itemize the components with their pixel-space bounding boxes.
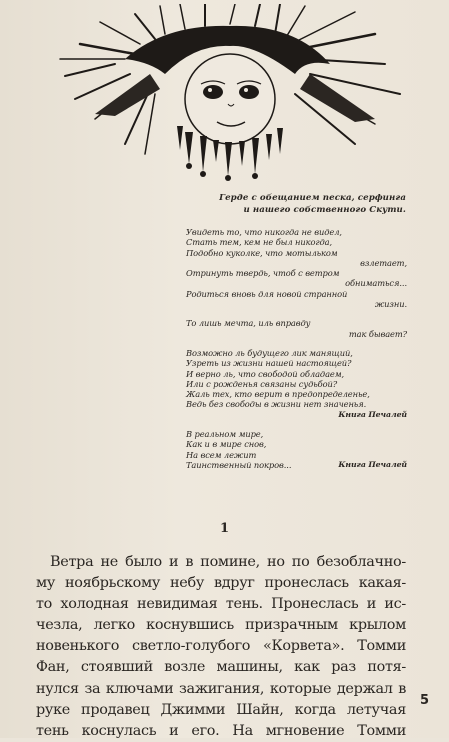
poem-line: Узреть из жизни нашей настоящей?: [186, 358, 352, 369]
poem-line: обниматься...: [345, 278, 407, 289]
page-number: 5: [420, 693, 430, 708]
body-line: нулся за ключами зажигания, которые держал в: [36, 680, 406, 697]
doll-face-illustration: [55, 4, 405, 184]
body-line: Фан, стоявший возле машины, как раз потя-: [36, 659, 406, 676]
body-line: му ноябрьскому небу вдруг пронеслась какая-: [36, 575, 406, 592]
poem-line: Подобно куколке, что мотыльком: [186, 247, 338, 258]
poem-line: так бывает?: [348, 328, 407, 339]
poem-line: Жаль тех, кто верит в предопределенье,: [186, 389, 370, 400]
poem-line: На всем лежит: [186, 449, 257, 460]
poem-line: Ведь без свободы в жизни нет значенья.: [186, 399, 367, 410]
body-paragraph: [36, 552, 406, 742]
poem-line: И верно ль, что свободой обладаем,: [186, 368, 345, 379]
poem-line: Отринуть твердь, чтоб с ветром: [186, 268, 340, 279]
body-line: руке продавец Джимми Шайн, когда летучая: [36, 701, 406, 718]
dedication-line: и нашего собственного Скути.: [243, 205, 406, 215]
body-line: новенького светло-голубого «Корвета». Томми: [36, 638, 406, 655]
chapter-number: 1: [219, 521, 230, 536]
body-line: чезла, легко коснувшись призрачным крылом: [36, 617, 406, 634]
epigraph-poem: [186, 227, 407, 471]
poem-line: Увидеть то, что никогда не видел,: [186, 227, 342, 237]
body-line: Ветра не было и в помине, но по безоблачно-: [50, 554, 406, 570]
poem-line: То лишь мечта, иль вправду: [186, 318, 311, 329]
poem-line: жизни.: [374, 299, 407, 310]
poem-source: Книга Печалей: [338, 409, 407, 419]
poem-source: Книга Печалей: [338, 460, 407, 470]
poem-line: Таинственный покров...: [186, 459, 292, 470]
body-line: тень коснулась и его. На мгновение Томми: [36, 722, 406, 739]
poem-line: взлетает,: [360, 257, 407, 268]
poem-line: Родиться вновь для новой странной: [186, 288, 348, 299]
body-line: то холодная невидимая тень. Пронеслась и ис-: [36, 596, 406, 613]
poem-line: Или с рожденья связаны судьбой?: [186, 378, 338, 389]
poem-line: В реальном мире,: [186, 429, 264, 440]
poem-line: Возможно ль будущего лик манящий,: [186, 347, 353, 358]
dedication-line: Герде с обещанием песка, серфинга: [219, 193, 406, 203]
poem-line: Стать тем, кем не был никогда,: [186, 237, 333, 248]
dedication: [170, 192, 406, 216]
poem-line: Как и в мире снов,: [186, 439, 267, 450]
